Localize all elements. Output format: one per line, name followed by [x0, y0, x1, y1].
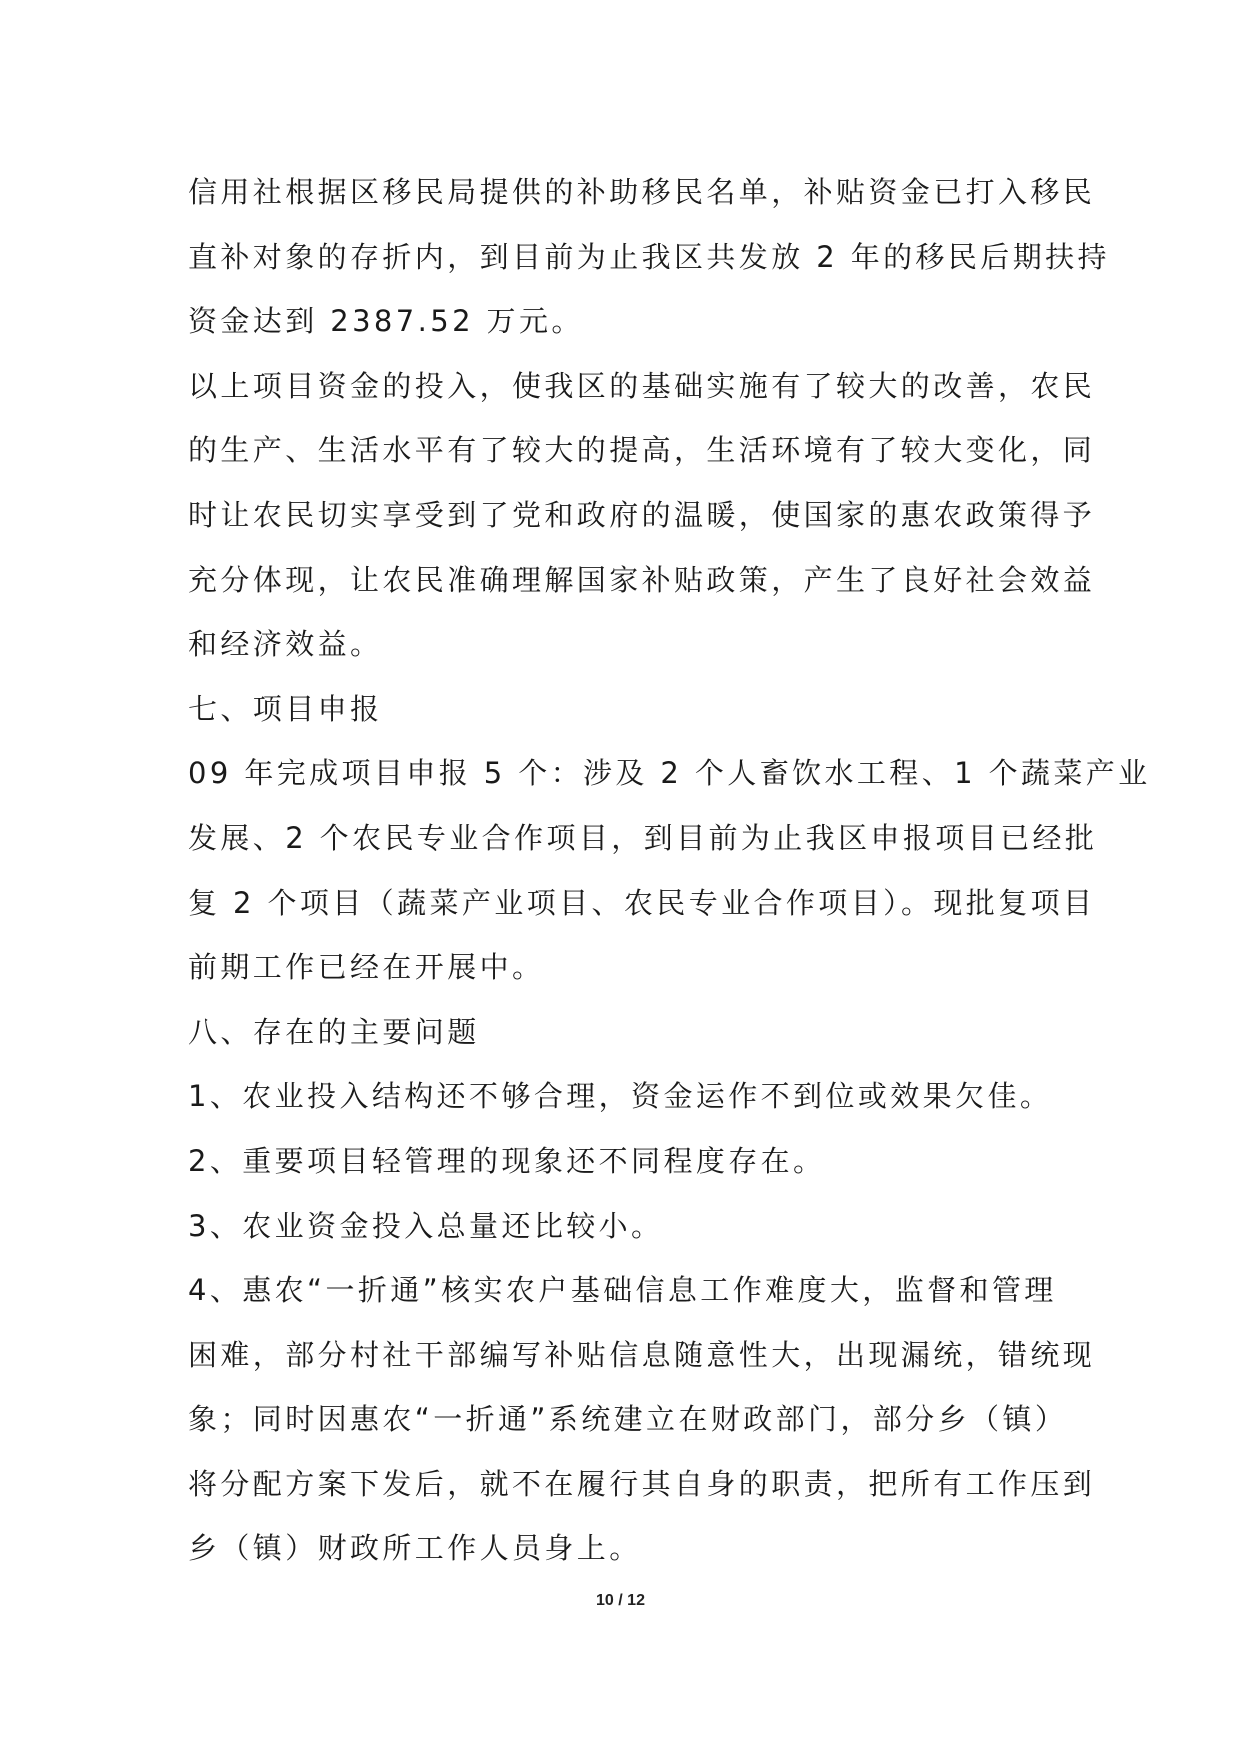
text-line: 复 2 个项目（蔬菜产业项目、农民专业合作项目）。现批复项目: [188, 885, 1096, 920]
issue-item-3: [188, 1194, 1068, 1259]
section-heading-project-application: [188, 677, 1068, 742]
text-line: 困难，部分村社干部编写补贴信息随意性大，出现漏统，错统现: [188, 1337, 1096, 1372]
paragraph-1: [188, 160, 1110, 354]
issue-item-1: [188, 1064, 1068, 1129]
paragraph-project-application: [188, 741, 1151, 999]
text-line: 1、农业投入结构还不够合理，资金运作不到位或效果欠佳。: [188, 1079, 1053, 1114]
text-line: 象；同时因惠农“一折通”系统建立在财政部门，部分乡（镇）: [188, 1402, 1068, 1437]
text-line: 09 年完成项目申报 5 个：涉及 2 个人畜饮水工程、1 个蔬菜产业: [188, 756, 1151, 791]
document-body: [188, 160, 1151, 1581]
text-line: 充分体现，让农民准确理解国家补贴政策，产生了良好社会效益: [188, 562, 1096, 597]
text-line: 以上项目资金的投入，使我区的基础实施有了较大的改善，农民: [188, 368, 1096, 403]
text-line: 将分配方案下发后，就不在履行其自身的职责，把所有工作压到: [188, 1466, 1096, 1501]
issue-item-2: [188, 1129, 1068, 1194]
issue-item-4: [188, 1258, 1096, 1581]
text-line: 乡（镇）财政所工作人员身上。: [188, 1531, 642, 1566]
text-line: 前期工作已经在开展中。: [188, 950, 545, 985]
text-line: 2、重要项目轻管理的现象还不同程度存在。: [188, 1143, 826, 1178]
text-line: 信用社根据区移民局提供的补助移民名单，补贴资金已打入移民: [188, 175, 1096, 209]
page-number: 10 / 12: [596, 1592, 645, 1609]
text-line: 3、农业资金投入总量还比较小。: [188, 1208, 664, 1243]
paragraph-2: [188, 354, 1096, 677]
section-heading-main-issues: [188, 1000, 1068, 1065]
text-line: 4、惠农“一折通”核实农户基础信息工作难度大，监督和管理: [188, 1273, 1057, 1308]
text-line: 的生产、生活水平有了较大的提高，生活环境有了较大变化，同: [188, 433, 1096, 468]
text-line: 直补对象的存折内，到目前为止我区共发放 2 年的移民后期扶持: [188, 239, 1110, 274]
heading-text: 七、项目申报: [188, 691, 383, 726]
heading-text: 八、存在的主要问题: [188, 1014, 480, 1049]
text-line: 时让农民切实享受到了党和政府的温暖，使国家的惠农政策得予: [188, 497, 1096, 532]
text-line: 发展、2 个农民专业合作项目，到目前为止我区申报项目已经批: [188, 820, 1098, 855]
text-line: 和经济效益。: [188, 627, 383, 662]
text-line: 资金达到 2387.52 万元。: [188, 304, 584, 339]
